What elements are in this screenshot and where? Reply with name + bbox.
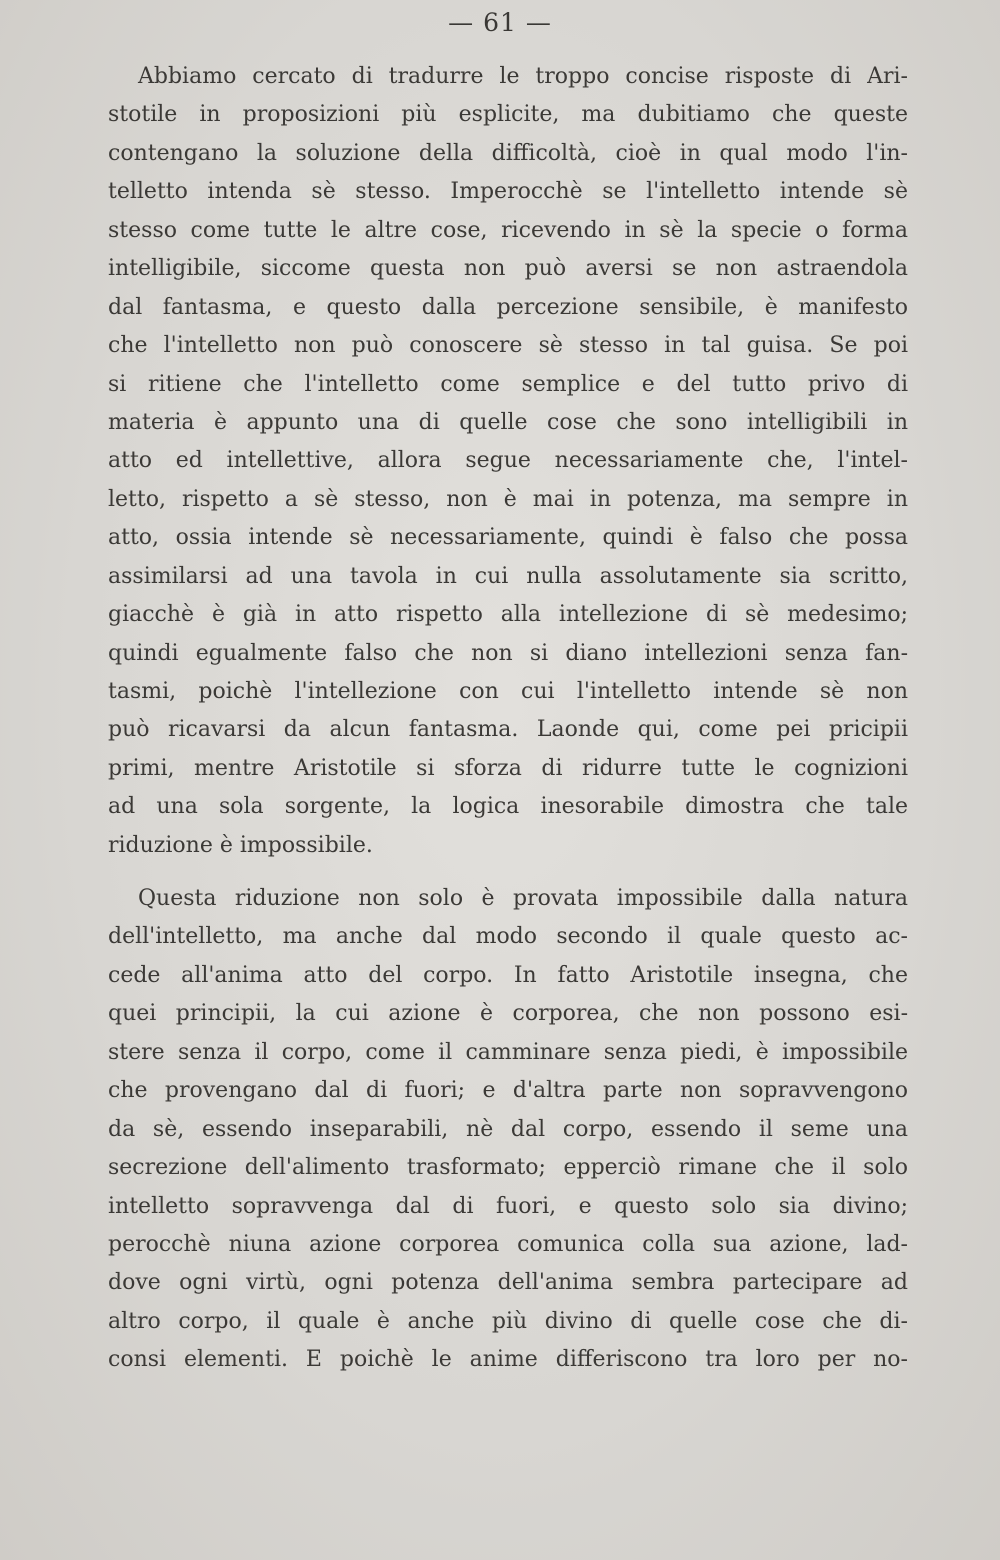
text-line: Abbiamo cercato di tradurre le troppo concise risposte di Ari- (138, 64, 908, 89)
text-line: secrezione dell'alimento trasformato; epperciò rimane che il solo (108, 1155, 908, 1181)
text-line: atto ed intellettive, allora segue necessariamente che, l'intel- (108, 448, 908, 474)
text-line: assimilarsi ad una tavola in cui nulla assolutamente sia scritto, (108, 563, 908, 589)
text-line: perocchè niuna azione corporea comunica colla sua azione, lad- (108, 1231, 908, 1257)
paragraph-2 (108, 880, 908, 1380)
text-line: materia è appunto una di quelle cose che sono intelligibili in (108, 409, 908, 435)
paragraph-1 (108, 58, 908, 865)
text-line: da sè, essendo inseparabili, nè dal corpo, essendo il seme una (108, 1116, 908, 1142)
text-line: stesso come tutte le altre cose, ricevendo in sè la specie o forma (108, 217, 908, 243)
text-line: primi, mentre Aristotile si sforza di ridurre tutte le cognizioni (108, 755, 908, 781)
text-line: letto, rispetto a sè stesso, non è mai in potenza, ma sempre in (108, 486, 908, 512)
text-line: stotile in proposizioni più esplicite, ma dubitiamo che queste (108, 102, 908, 128)
text-line: tasmi, poichè l'intellezione con cui l'intelletto intende sè non (108, 679, 908, 704)
text-line: intelletto sopravvenga dal di fuori, e questo solo sia divino; (108, 1193, 908, 1219)
page-number: — 61 — (448, 8, 552, 37)
text-line: giacchè è già in atto rispetto alla intellezione di sè medesimo; (108, 602, 908, 628)
text-line: telletto intenda sè stesso. Imperocchè se l'intelletto intende sè (108, 179, 908, 205)
text-line: quindi egualmente falso che non si diano intellezioni senza fan- (108, 640, 908, 666)
text-line: cede all'anima atto del corpo. In fatto Aristotile insegna, che (108, 962, 908, 988)
text-line: si ritiene che l'intelletto come semplice e del tutto privo di (108, 371, 908, 397)
text-line: che l'intelletto non può conoscere sè stesso in tal guisa. Se poi (108, 333, 908, 359)
text-line: stere senza il corpo, come il camminare senza piedi, è impossibile (108, 1039, 908, 1065)
text-line: contengano la soluzione della difficoltà, cioè in qual modo l'in- (108, 140, 908, 166)
text-line: ad una sola sorgente, la logica inesorabile dimostra che tale (108, 794, 908, 820)
text-line: atto, ossia intende sè necessariamente, quindi è falso che possa (108, 525, 908, 551)
text-line: altro corpo, il quale è anche più divino di quelle cose che di- (108, 1308, 908, 1334)
text-line: dell'intelletto, ma anche dal modo secondo il quale questo ac- (108, 924, 908, 950)
text-line: consi elementi. E poichè le anime differiscono tra loro per no- (108, 1347, 908, 1373)
text-line: dove ogni virtù, ogni potenza dell'anima sembra partecipare ad (108, 1270, 908, 1296)
text-line: dal fantasma, e questo dalla percezione sensibile, è manifesto (108, 294, 908, 320)
text-line: Questa riduzione non solo è provata impossibile dalla natura (138, 886, 908, 911)
text-line: riduzione è impossibile. (108, 832, 373, 858)
text-line: che provengano dal di fuori; e d'altra parte non sopravvengono (108, 1078, 908, 1104)
text-line: quei principii, la cui azione è corporea, che non possono esi- (108, 1001, 908, 1027)
text-line: può ricavarsi da alcun fantasma. Laonde qui, come pei pricipii (108, 717, 908, 743)
text-line: intelligibile, siccome questa non può aversi se non astraendola (108, 256, 908, 282)
